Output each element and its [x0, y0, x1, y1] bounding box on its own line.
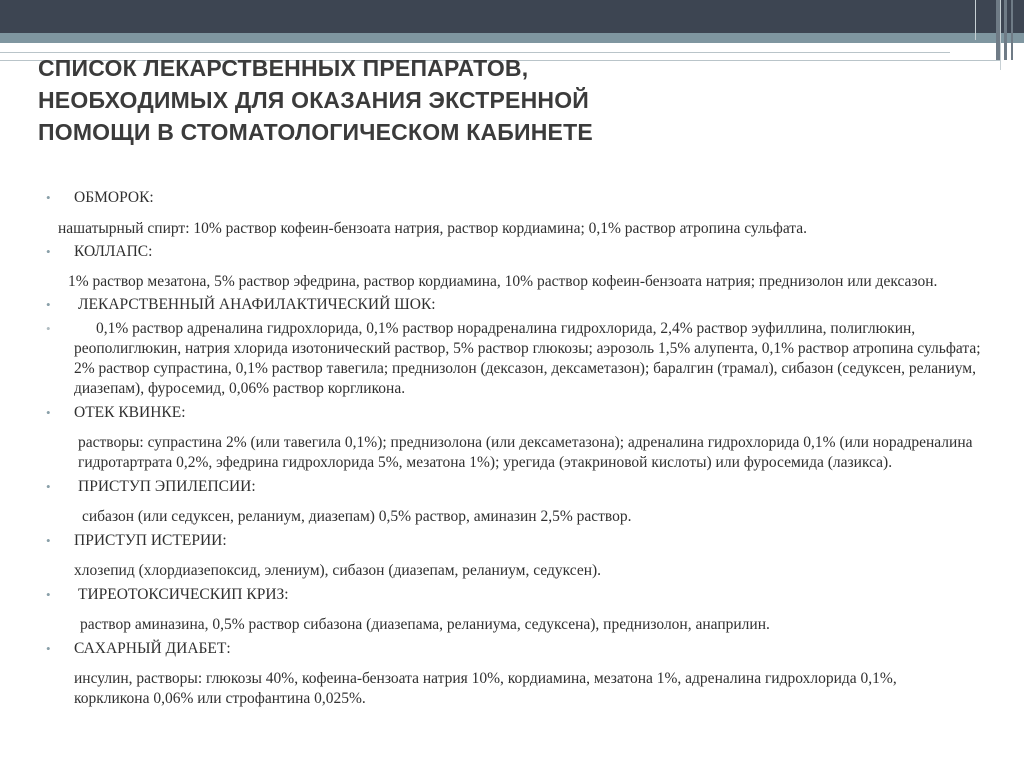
heading-text: ЛЕКАРСТВЕННЫЙ АНАФИЛАКТИЧЕСКИЙ ШОК:	[78, 296, 436, 313]
section-text-epilepsy: сибазон (или седуксен, реланиум, диазепам) 0,5% раствор, аминазин 2,5% раствор.	[82, 508, 632, 525]
heading-text: САХАРНЫЙ ДИАБЕТ:	[74, 640, 231, 657]
section-heading-collapse	[40, 242, 1000, 262]
section-text-row-anaphylactic-shock	[40, 319, 1000, 399]
section-text-quincke-edema: растворы: супрастина 2% (или тавегила 0,1%); преднизолона (или дексаметазона); адреналина гидрохлорида 0,1% (или норадреналина гидротартрата 0,2%, эфедрина гидрохлорида 5%, мезатона 1%); урегида (этакриновой кислоты) или фуросемида (лазикса).	[78, 434, 973, 471]
bullet-icon: •	[46, 321, 51, 336]
section-heading-hysteria	[40, 531, 1000, 551]
bullet-icon: •	[46, 533, 51, 548]
drug-list	[40, 188, 1000, 709]
section-heading-diabetes	[40, 639, 1000, 659]
section-heading-epilepsy	[40, 477, 1000, 497]
heading-text: ПРИСТУП ИСТЕРИИ:	[74, 532, 227, 549]
heading-text: ОБМОРОК:	[74, 189, 154, 206]
section-heading-quincke-edema	[40, 403, 1000, 423]
bullet-icon: •	[46, 405, 51, 420]
section-text-anaphylactic-shock: 0,1% раствор адреналина гидрохлорида, 0,1% раствор норадреналина гидрохлорида, 2,4% раствор эуфиллина, полиглюкин, реополиглюкин, натрия хлорида изотонический раствор, 5% раствор глюкозы; аэрозоль 1,5% алупента, 0,1% раствор атропина сульфата; 2% раствор супрастина, 0,1% раствор тавегила; преднизолон (дексазон, дексаметазон); баралгин (трамал), сибазон (седуксен, реланиум, диазепам), фуросемид, 0,06% раствор коргликона.	[74, 320, 981, 397]
heading-text: ОТЕК КВИНКЕ:	[74, 404, 186, 421]
section-heading-thyrotoxic-crisis	[40, 585, 1000, 605]
section-heading-anaphylactic-shock	[40, 295, 1000, 315]
section-text-diabetes: инсулин, растворы: глюкозы 40%, кофеина-бензоата натрия 10%, кордиамина, мезатона 1%, адреналина гидрохлорида 0,1%, коркликона 0,06% или строфантина 0,025%.	[74, 670, 897, 707]
bullet-icon: •	[46, 190, 51, 205]
bullet-icon: •	[46, 244, 51, 259]
decorative-vline-2	[1000, 0, 1001, 70]
section-heading-fainting	[40, 188, 1000, 208]
bullet-icon: •	[46, 641, 51, 656]
decorative-strip-2	[1004, 0, 1007, 60]
bullet-icon: •	[46, 587, 51, 602]
top-header-bar	[0, 0, 1024, 33]
decorative-vline-1	[975, 0, 976, 40]
bullet-icon: •	[46, 297, 51, 312]
heading-text: КОЛЛАПС:	[74, 243, 153, 260]
bullet-icon: •	[46, 479, 51, 494]
section-text-fainting: нашатырный спирт: 10% раствор кофеин-бензоата натрия, раствор кордиамина; 0,1% раствор атропина сульфата.	[58, 220, 808, 237]
heading-text: ТИРЕОТОКСИЧЕСКИП КРИЗ:	[78, 586, 289, 603]
heading-text: ПРИСТУП ЭПИЛЕПСИИ:	[78, 478, 256, 495]
page-title: СПИСОК ЛЕКАРСТВЕННЫХ ПРЕПАРАТОВ, НЕОБХОДИМЫХ ДЛЯ ОКАЗАНИЯ ЭКСТРЕННОЙ ПОМОЩИ В СТОМАТОЛОГИЧЕСКОМ КАБИНЕТЕ	[38, 55, 593, 145]
section-text-thyrotoxic-crisis: раствор аминазина, 0,5% раствор сибазона (диазепама, реланиума, седуксена), преднизолон, анаприлин.	[80, 616, 770, 633]
accent-stripe	[0, 33, 1024, 43]
decorative-strip-3	[1011, 0, 1013, 60]
section-text-hysteria: хлозепид (хлордиазепоксид, элениум), сибазон (диазепам, реланиум, седуксен).	[74, 562, 602, 579]
section-text-collapse: 1% раствор мезатона, 5% раствор эфедрина, раствор кордиамина, 10% раствор кофеин-бензоата натрия; преднизолон или дексазон.	[68, 273, 938, 290]
